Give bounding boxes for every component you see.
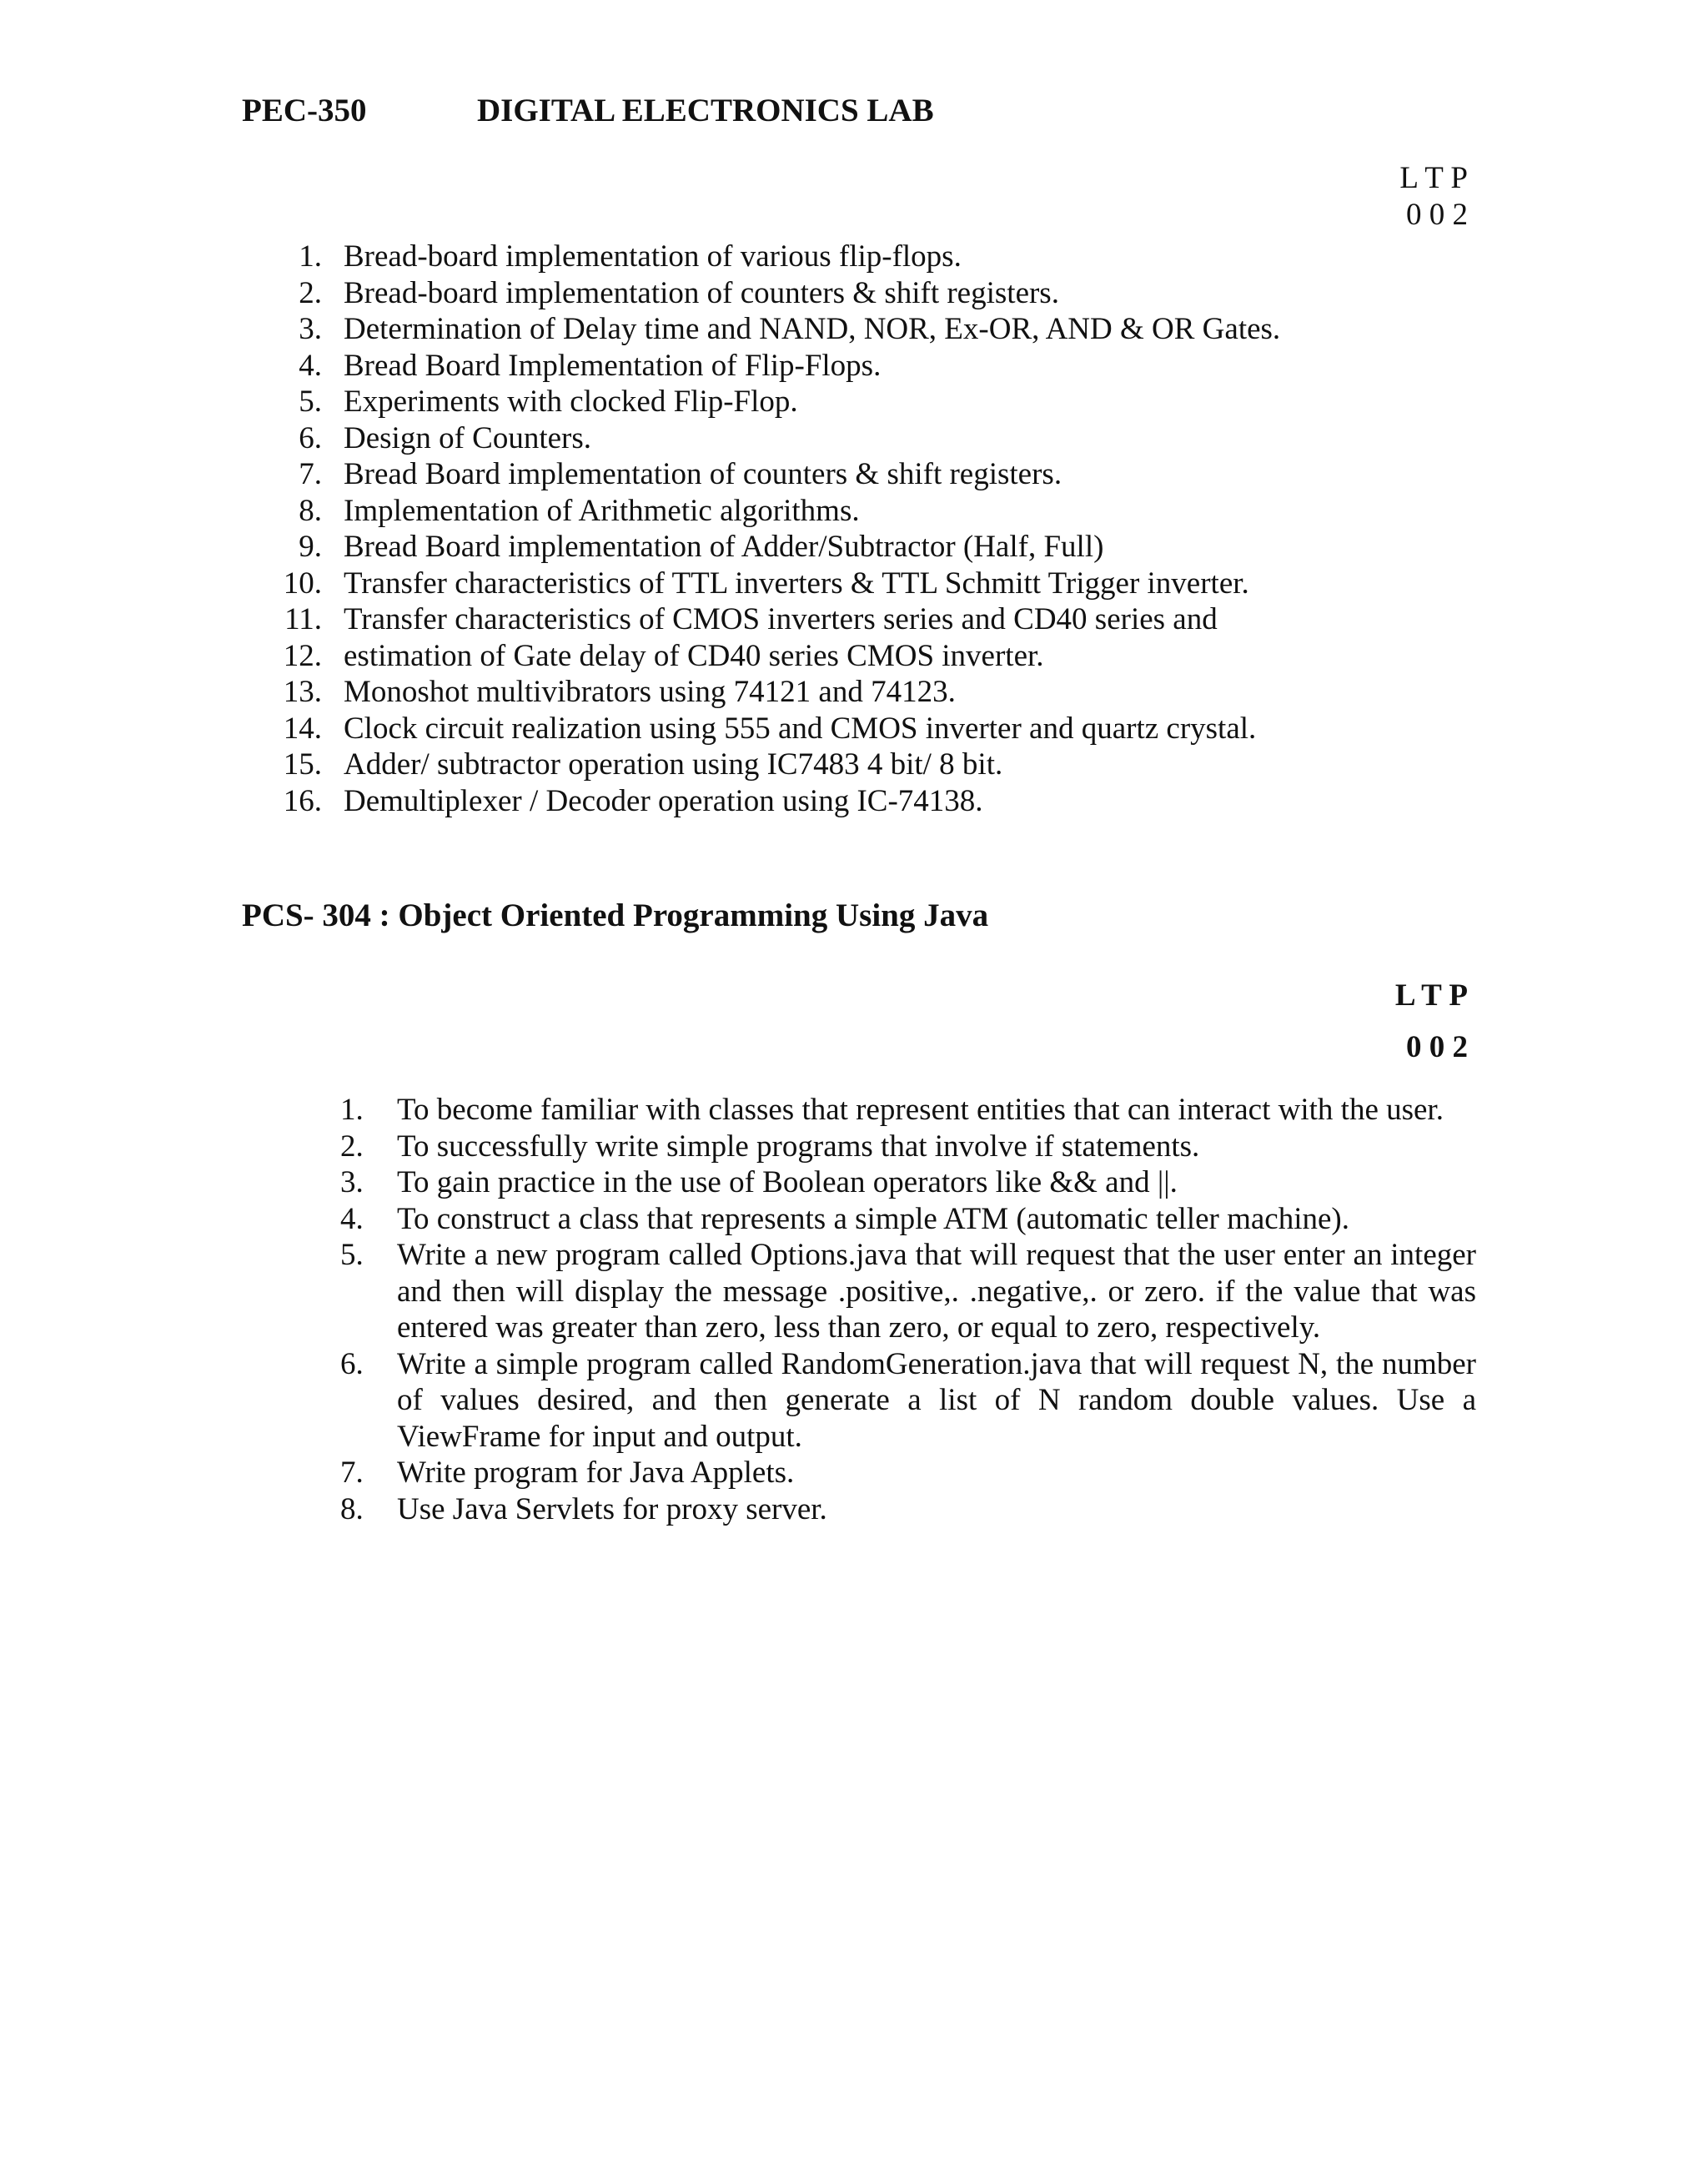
ltp-block-section1 bbox=[1368, 160, 1468, 234]
list-item-text: To successfully write simple programs that involve if statements. bbox=[397, 1129, 1200, 1164]
list-item-number: 8. bbox=[299, 493, 322, 528]
list-item-number: 6. bbox=[340, 1346, 364, 1381]
list-item bbox=[340, 1491, 1476, 1528]
ltp-values: 0 0 2 bbox=[1406, 198, 1468, 232]
list-item-number: 14. bbox=[283, 711, 322, 746]
list-item-number: 8. bbox=[340, 1491, 364, 1526]
ltp-header: L T P bbox=[1394, 978, 1468, 1013]
list-item-number: 2. bbox=[299, 275, 322, 310]
course-title-oop-java: PCS- 304 : Object Oriented Programming Using Java bbox=[242, 897, 989, 933]
list-item bbox=[340, 1237, 1476, 1346]
list-item bbox=[340, 1455, 1476, 1491]
list-item-text: Clock circuit realization using 555 and CMOS inverter and quartz crystal. bbox=[344, 711, 1257, 746]
list-item-text: Implementation of Arithmetic algorithms. bbox=[344, 493, 860, 528]
list-item bbox=[275, 711, 1493, 747]
list-item-number: 1. bbox=[340, 1093, 364, 1127]
list-item bbox=[275, 783, 1493, 820]
list-item-text: Bread-board implementation of counters & shift registers. bbox=[344, 275, 1059, 310]
list-item-number: 4. bbox=[340, 1201, 364, 1236]
list-item-text: Write program for Java Applets. bbox=[397, 1456, 795, 1490]
list-item-number: 3. bbox=[340, 1165, 364, 1199]
list-item-text: Bread Board Implementation of Flip-Flops. bbox=[344, 348, 882, 383]
list-item bbox=[275, 674, 1493, 711]
list-item-number: 4. bbox=[299, 348, 322, 383]
list-item bbox=[275, 311, 1493, 348]
list-item-text: Transfer characteristics of TTL inverters & TTL Schmitt Trigger inverter. bbox=[344, 566, 1249, 601]
list-item bbox=[275, 529, 1493, 566]
list-item-number: 13. bbox=[283, 675, 322, 709]
list-item-number: 15. bbox=[283, 747, 322, 782]
list-item-text: Bread-board implementation of various flip-flops. bbox=[344, 239, 962, 274]
list-item-number: 2. bbox=[340, 1129, 364, 1164]
ltp-values: 0 0 2 bbox=[1406, 1030, 1468, 1064]
list-item-number: 1. bbox=[299, 239, 322, 274]
list-item-number: 16. bbox=[283, 783, 322, 818]
list-item-text: Write a simple program called RandomGeneration.java that will request N, the number of values desired, and then generate a list of N random double values. Use a ViewFrame for input and output. bbox=[397, 1346, 1476, 1454]
list-item bbox=[275, 638, 1493, 675]
list-item bbox=[340, 1164, 1476, 1201]
list-item-text: Use Java Servlets for proxy server. bbox=[397, 1491, 827, 1526]
list-item bbox=[275, 456, 1493, 493]
list-item-text: Adder/ subtractor operation using IC7483 4 bit/ 8 bit. bbox=[344, 747, 1003, 782]
ltp-block-section2 bbox=[1334, 970, 1468, 1073]
list-item bbox=[275, 747, 1493, 783]
list-item bbox=[340, 1201, 1476, 1238]
list-item bbox=[275, 493, 1493, 530]
list-item-text: Write a new program called Options.java that will request that the user enter an integer and then will display the message .positive,. .negative,. or zero. if the value that was entered was greater than zero, less than zero, or equal to zero, respectively. bbox=[397, 1238, 1476, 1345]
list-item bbox=[340, 1346, 1476, 1456]
list-item bbox=[275, 348, 1493, 385]
list-item-text: estimation of Gate delay of CD40 series CMOS inverter. bbox=[344, 638, 1044, 673]
ltp-header: L T P bbox=[1399, 161, 1468, 195]
list-item-text: Bread Board implementation of Adder/Subtractor (Half, Full) bbox=[344, 530, 1104, 564]
list-item-text: Demultiplexer / Decoder operation using IC-74138. bbox=[344, 783, 983, 818]
list-item-number: 3. bbox=[299, 312, 322, 346]
list-item-text: Experiments with clocked Flip-Flop. bbox=[344, 385, 798, 419]
list-item-number: 5. bbox=[340, 1238, 364, 1272]
list-item-number: 10. bbox=[283, 566, 322, 601]
list-item bbox=[275, 601, 1493, 638]
list-item bbox=[275, 566, 1493, 602]
list-item-number: 5. bbox=[299, 385, 322, 419]
experiment-list-section2 bbox=[340, 1092, 1476, 1527]
list-item-text: Design of Counters. bbox=[344, 420, 591, 455]
list-item bbox=[275, 275, 1493, 312]
list-item bbox=[340, 1129, 1476, 1165]
list-item bbox=[275, 239, 1493, 275]
list-item-number: 6. bbox=[299, 420, 322, 455]
course-code-pec-350: PEC-350 bbox=[242, 93, 367, 128]
list-item-text: To become familiar with classes that represent entities that can interact with the user. bbox=[397, 1093, 1444, 1127]
list-item-text: Transfer characteristics of CMOS inverters series and CD40 series and bbox=[344, 602, 1218, 636]
list-item-text: Bread Board implementation of counters & shift registers. bbox=[344, 457, 1062, 491]
list-item-number: 12. bbox=[283, 638, 322, 673]
list-item-number: 9. bbox=[299, 530, 322, 564]
list-item-number: 7. bbox=[340, 1456, 364, 1490]
experiment-list-section1 bbox=[275, 239, 1493, 819]
list-item-number: 7. bbox=[299, 457, 322, 491]
list-item-number: 11. bbox=[284, 602, 322, 636]
list-item-text: To construct a class that represents a simple ATM (automatic teller machine). bbox=[397, 1201, 1349, 1236]
list-item-text: To gain practice in the use of Boolean operators like && and ||. bbox=[397, 1165, 1178, 1199]
list-item bbox=[340, 1092, 1476, 1129]
list-item-text: Determination of Delay time and NAND, NOR, Ex-OR, AND & OR Gates. bbox=[344, 312, 1281, 346]
course-title-digital-electronics-lab: DIGITAL ELECTRONICS LAB bbox=[477, 93, 934, 128]
list-item bbox=[275, 384, 1493, 420]
list-item bbox=[275, 420, 1493, 457]
list-item-text: Monoshot multivibrators using 74121 and 74123. bbox=[344, 675, 956, 709]
